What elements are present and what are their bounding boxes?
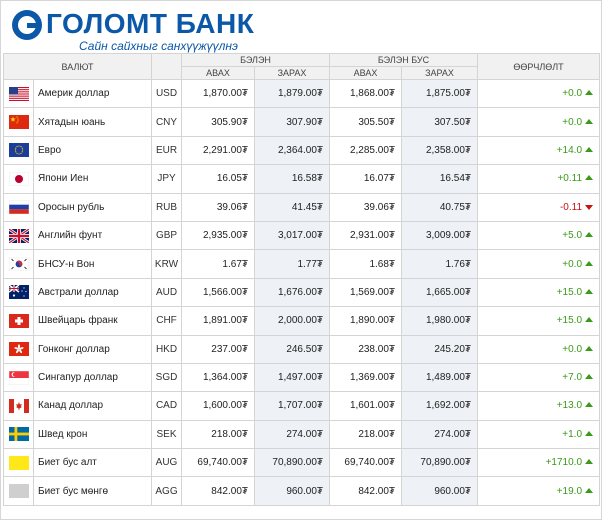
rate-change xyxy=(478,477,600,505)
rate-change xyxy=(478,278,600,306)
cash-sell-rate: 1.77₮ xyxy=(255,250,330,278)
currency-row-hkd xyxy=(4,335,600,363)
cash-buy-rate: 1,566.00₮ xyxy=(182,278,255,306)
currency-name: БНСУ-н Вон xyxy=(34,250,152,278)
arrow-down-icon xyxy=(585,205,593,210)
cash-buy-rate: 1.67₮ xyxy=(182,250,255,278)
currency-code: CAD xyxy=(152,392,182,420)
noncash-buy-rate: 69,740.00₮ xyxy=(330,449,402,477)
arrow-up-icon xyxy=(585,261,593,266)
currency-code: GBP xyxy=(152,221,182,249)
change-value: +1710.0 xyxy=(545,457,583,469)
currency-code: HKD xyxy=(152,335,182,363)
currency-code: AUG xyxy=(152,449,182,477)
noncash-buy-rate: 1,569.00₮ xyxy=(330,278,402,306)
cash-sell-rate: 274.00₮ xyxy=(255,420,330,448)
noncash-sell-rate: 1,489.00₮ xyxy=(402,363,478,391)
cash-buy-rate: 1,891.00₮ xyxy=(182,307,255,335)
silver-swatch xyxy=(4,477,34,505)
code-header xyxy=(152,54,182,80)
change-value: +0.0 xyxy=(562,343,583,355)
rate-change xyxy=(478,392,600,420)
noncash-sell-rate: 274.00₮ xyxy=(402,420,478,448)
arrow-up-icon xyxy=(585,232,593,237)
noncash-buy-header: АВАХ xyxy=(330,67,402,80)
cash-sell-rate: 2,364.00₮ xyxy=(255,136,330,164)
currency-code: EUR xyxy=(152,136,182,164)
arrow-up-icon xyxy=(585,317,593,322)
change-value: +19.0 xyxy=(556,485,583,497)
cash-sell-rate: 960.00₮ xyxy=(255,477,330,505)
rate-change xyxy=(478,335,600,363)
cash-header: БЭЛЭН xyxy=(182,54,330,67)
currency-row-cad xyxy=(4,392,600,420)
arrow-up-icon xyxy=(585,289,593,294)
currency-code: CHF xyxy=(152,307,182,335)
sg-flag xyxy=(4,363,34,391)
ch-flag xyxy=(4,307,34,335)
currency-name: Швед крон xyxy=(34,420,152,448)
cash-sell-rate: 307.90₮ xyxy=(255,108,330,136)
currency-row-sek xyxy=(4,420,600,448)
cash-buy-rate: 16.05₮ xyxy=(182,165,255,193)
cash-buy-rate: 69,740.00₮ xyxy=(182,449,255,477)
arrow-up-icon xyxy=(585,175,593,180)
currency-row-chf xyxy=(4,307,600,335)
exchange-rate-table xyxy=(3,53,600,506)
change-value: +0.0 xyxy=(562,88,583,100)
cash-sell-rate: 3,017.00₮ xyxy=(255,221,330,249)
currency-name: Канад доллар xyxy=(34,392,152,420)
header xyxy=(4,4,304,53)
us-flag xyxy=(4,80,34,108)
currency-row-aug xyxy=(4,449,600,477)
arrow-up-icon xyxy=(585,346,593,351)
arrow-up-icon xyxy=(585,147,593,152)
change-value: +0.0 xyxy=(562,116,583,128)
cash-sell-rate: 1,707.00₮ xyxy=(255,392,330,420)
noncash-sell-rate: 1.76₮ xyxy=(402,250,478,278)
noncash-sell-rate: 3,009.00₮ xyxy=(402,221,478,249)
brand-name: ГОЛОМТ БАНК xyxy=(46,8,255,39)
rate-change xyxy=(478,363,600,391)
currency-row-aud xyxy=(4,278,600,306)
cn-flag xyxy=(4,108,34,136)
cash-buy-rate: 1,870.00₮ xyxy=(182,80,255,108)
currency-code: KRW xyxy=(152,250,182,278)
cash-sell-rate: 1,497.00₮ xyxy=(255,363,330,391)
noncash-sell-rate: 960.00₮ xyxy=(402,477,478,505)
arrow-up-icon xyxy=(585,402,593,407)
currency-code: JPY xyxy=(152,165,182,193)
change-header: ӨӨРЧЛӨЛТ xyxy=(478,54,600,80)
change-value: +13.0 xyxy=(556,400,583,412)
eu-flag xyxy=(4,136,34,164)
noncash-sell-rate: 1,692.00₮ xyxy=(402,392,478,420)
gb-flag xyxy=(4,221,34,249)
cash-sell-rate: 70,890.00₮ xyxy=(255,449,330,477)
noncash-buy-rate: 238.00₮ xyxy=(330,335,402,363)
currency-code: RUB xyxy=(152,193,182,221)
rate-change xyxy=(478,108,600,136)
rate-change xyxy=(478,307,600,335)
noncash-buy-rate: 1,868.00₮ xyxy=(330,80,402,108)
currency-row-eur xyxy=(4,136,600,164)
noncash-sell-rate: 40.75₮ xyxy=(402,193,478,221)
currency-row-krw xyxy=(4,250,600,278)
noncash-buy-rate: 842.00₮ xyxy=(330,477,402,505)
cash-buy-rate: 1,600.00₮ xyxy=(182,392,255,420)
cash-sell-header: ЗАРАХ xyxy=(255,67,330,80)
gold-swatch xyxy=(4,449,34,477)
currency-name: Америк доллар xyxy=(34,80,152,108)
rate-change xyxy=(478,165,600,193)
cash-sell-rate: 2,000.00₮ xyxy=(255,307,330,335)
noncash-sell-rate: 70,890.00₮ xyxy=(402,449,478,477)
cash-buy-rate: 1,364.00₮ xyxy=(182,363,255,391)
ca-flag xyxy=(4,392,34,420)
rate-change xyxy=(478,449,600,477)
noncash-buy-rate: 1.68₮ xyxy=(330,250,402,278)
noncash-sell-rate: 2,358.00₮ xyxy=(402,136,478,164)
currency-code: SGD xyxy=(152,363,182,391)
noncash-sell-header: ЗАРАХ xyxy=(402,67,478,80)
noncash-buy-rate: 305.50₮ xyxy=(330,108,402,136)
noncash-buy-rate: 1,890.00₮ xyxy=(330,307,402,335)
currency-name: Гонконг доллар xyxy=(34,335,152,363)
currency-name: Оросын рубль xyxy=(34,193,152,221)
cash-buy-rate: 2,291.00₮ xyxy=(182,136,255,164)
ru-flag xyxy=(4,193,34,221)
currency-code: CNY xyxy=(152,108,182,136)
cash-sell-rate: 1,879.00₮ xyxy=(255,80,330,108)
noncash-header: БЭЛЭН БУС xyxy=(330,54,478,67)
arrow-up-icon xyxy=(585,431,593,436)
jp-flag xyxy=(4,165,34,193)
currency-row-agg xyxy=(4,477,600,505)
cash-buy-rate: 842.00₮ xyxy=(182,477,255,505)
golomt-logo-icon xyxy=(12,10,42,40)
arrow-up-icon xyxy=(585,90,593,95)
rate-change xyxy=(478,420,600,448)
arrow-up-icon xyxy=(585,459,593,464)
brand-slogan: Сайн сайхныг санхүүжүүлнэ xyxy=(79,39,238,53)
change-value: +5.0 xyxy=(562,230,583,242)
currency-row-sgd xyxy=(4,363,600,391)
currency-name: Австрали доллар xyxy=(34,278,152,306)
cash-buy-rate: 305.90₮ xyxy=(182,108,255,136)
noncash-sell-rate: 245.20₮ xyxy=(402,335,478,363)
noncash-buy-rate: 2,285.00₮ xyxy=(330,136,402,164)
noncash-buy-rate: 1,601.00₮ xyxy=(330,392,402,420)
arrow-up-icon xyxy=(585,488,593,493)
change-value: +1.0 xyxy=(562,428,583,440)
currency-row-rub xyxy=(4,193,600,221)
noncash-sell-rate: 307.50₮ xyxy=(402,108,478,136)
rate-change xyxy=(478,250,600,278)
cash-sell-rate: 246.50₮ xyxy=(255,335,330,363)
currency-row-gbp xyxy=(4,221,600,249)
au-flag xyxy=(4,278,34,306)
noncash-buy-rate: 39.06₮ xyxy=(330,193,402,221)
noncash-buy-rate: 218.00₮ xyxy=(330,420,402,448)
cash-buy-header: АВАХ xyxy=(182,67,255,80)
kr-flag xyxy=(4,250,34,278)
change-value: +7.0 xyxy=(562,372,583,384)
change-value: +15.0 xyxy=(556,315,583,327)
currency-code: AUD xyxy=(152,278,182,306)
currency-row-jpy xyxy=(4,165,600,193)
currency-name: Английн фунт xyxy=(34,221,152,249)
noncash-sell-rate: 1,875.00₮ xyxy=(402,80,478,108)
cash-buy-rate: 39.06₮ xyxy=(182,193,255,221)
currency-code: USD xyxy=(152,80,182,108)
currency-name: Биет бус алт xyxy=(34,449,152,477)
cash-sell-rate: 16.58₮ xyxy=(255,165,330,193)
change-value: +0.11 xyxy=(557,173,583,185)
currency-code: AGG xyxy=(152,477,182,505)
noncash-buy-rate: 2,931.00₮ xyxy=(330,221,402,249)
currency-name: Евро xyxy=(34,136,152,164)
rate-change xyxy=(478,80,600,108)
cash-buy-rate: 237.00₮ xyxy=(182,335,255,363)
currency-header: ВАЛЮТ xyxy=(4,54,152,80)
noncash-sell-rate: 16.54₮ xyxy=(402,165,478,193)
cash-buy-rate: 2,935.00₮ xyxy=(182,221,255,249)
currency-name: Биет бус мөнгө xyxy=(34,477,152,505)
noncash-sell-rate: 1,665.00₮ xyxy=(402,278,478,306)
rate-change xyxy=(478,221,600,249)
rate-change xyxy=(478,193,600,221)
currency-name: Сингапур доллар xyxy=(34,363,152,391)
noncash-sell-rate: 1,980.00₮ xyxy=(402,307,478,335)
currency-name: Хятадын юань xyxy=(34,108,152,136)
currency-row-cny xyxy=(4,108,600,136)
se-flag xyxy=(4,420,34,448)
change-value: +15.0 xyxy=(556,286,583,298)
noncash-buy-rate: 16.07₮ xyxy=(330,165,402,193)
change-value: +0.0 xyxy=(562,258,583,270)
cash-buy-rate: 218.00₮ xyxy=(182,420,255,448)
cash-sell-rate: 1,676.00₮ xyxy=(255,278,330,306)
currency-name: Япони Иен xyxy=(34,165,152,193)
cash-sell-rate: 41.45₮ xyxy=(255,193,330,221)
change-value: +14.0 xyxy=(556,144,583,156)
currency-code: SEK xyxy=(152,420,182,448)
currency-row-usd xyxy=(4,80,600,108)
arrow-up-icon xyxy=(585,374,593,379)
noncash-buy-rate: 1,369.00₮ xyxy=(330,363,402,391)
arrow-up-icon xyxy=(585,119,593,124)
hk-flag xyxy=(4,335,34,363)
currency-name: Швейцарь франк xyxy=(34,307,152,335)
change-value: -0.11 xyxy=(559,201,583,213)
rate-change xyxy=(478,136,600,164)
